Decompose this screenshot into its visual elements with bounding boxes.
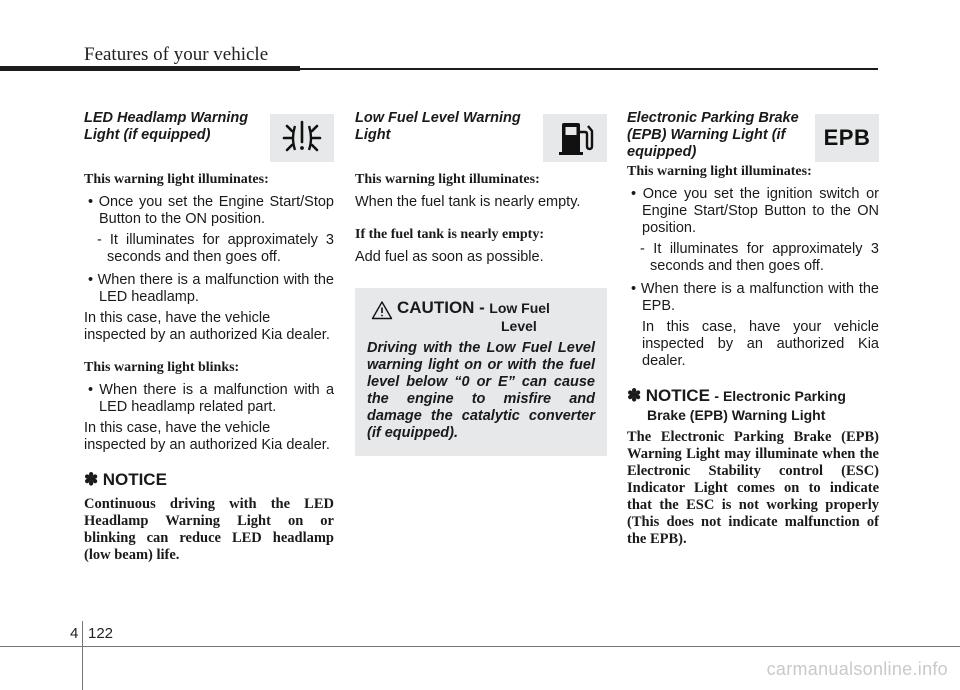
bullet-list — [84, 382, 334, 416]
notice-text: Continuous driving with the LED Headlamp Warning Light on or blinking can reduce LED headlamp (low beam) life. — [84, 496, 334, 563]
paragraph: In this case, have your vehicle inspected by an authorized Kia dealer. — [642, 319, 879, 369]
caution-subtitle-2: Level — [501, 318, 537, 334]
section-title: LED Headlamp Warning Light (if equipped) — [84, 110, 249, 143]
caution-word: CAUTION - — [397, 298, 485, 317]
bullet-list — [627, 281, 879, 315]
sub-item: - It illuminates for approximately 3 seconds and then goes off. — [97, 232, 334, 265]
notice-heading — [627, 386, 879, 423]
illuminates-label: This warning light illuminates: — [355, 172, 540, 187]
header-rule-thin — [300, 68, 878, 70]
notice-subtitle: - Electronic Parking — [714, 388, 846, 404]
notice-mark: ✽ — [84, 470, 99, 489]
caution-heading — [367, 298, 595, 334]
epb-warning-icon — [815, 114, 879, 162]
notice-text: The Electronic Parking Brake (EPB) Warning Light may illuminate when the Electronic Stability control (ESC) Indicator Light comes on to indicate that the ESC is not working properly (This does not indicate malfunction of the EPB). — [627, 429, 879, 547]
paragraph: In this case, have the vehicle inspected by an authorized Kia dealer. — [84, 310, 330, 343]
list-item: • When there is a malfunction with the LED headlamp. — [88, 272, 334, 305]
notice-mark: ✽ — [627, 386, 642, 405]
page-header-title: Features of your vehicle — [84, 44, 269, 65]
empty-label: If the fuel tank is nearly empty: — [355, 227, 544, 242]
section-heading — [355, 110, 607, 162]
bullet-list — [84, 272, 334, 306]
notice-title: NOTICE — [102, 470, 167, 489]
column-epb — [627, 110, 879, 548]
section-title: Low Fuel Level Warning Light — [355, 110, 521, 143]
column-led-headlamp — [84, 110, 334, 564]
notice-heading — [84, 470, 334, 490]
warning-triangle-icon — [371, 300, 393, 320]
section-title: Electronic Parking Brake (EPB) Warning Light (if equipped) — [627, 110, 799, 160]
watermark: carmanualsonline.info — [766, 659, 948, 679]
list-item: • When there is a malfunction with a LED headlamp related part. — [88, 382, 335, 415]
caution-subtitle: Low Fuel — [489, 300, 550, 316]
footer-divider-horizontal — [0, 646, 960, 647]
list-item: • When there is a malfunction with the EPB. — [631, 281, 879, 314]
epb-icon-text: EPB — [823, 125, 871, 150]
led-headlamp-warning-icon — [270, 114, 334, 162]
notice-subtitle-2: Brake (EPB) Warning Light — [647, 407, 826, 423]
bullet-list — [84, 194, 334, 228]
chapter-number: 4 — [70, 625, 79, 642]
paragraph: Add fuel as soon as possible. — [355, 249, 544, 265]
caution-box — [355, 288, 607, 456]
illuminates-label: This warning light illuminates: — [627, 164, 812, 179]
section-heading — [84, 110, 334, 162]
blinks-label: This warning light blinks: — [84, 360, 240, 375]
page-number: 122 — [88, 625, 114, 642]
notice-title: NOTICE — [645, 386, 710, 405]
header-rule-thick — [0, 66, 300, 71]
caution-text: Driving with the Low Fuel Level warning light on or with the fuel level below “0 or E” can cause the engine to misfire and damage the catalytic converter (if equipped). — [367, 340, 595, 441]
section-heading — [627, 110, 879, 162]
illuminates-label: This warning light illuminates: — [84, 172, 269, 187]
column-low-fuel — [355, 110, 607, 456]
footer-divider-vertical — [82, 621, 83, 690]
list-item: • Once you set the ignition switch or Engine Start/Stop Button to the ON position. — [631, 186, 879, 236]
paragraph: When the fuel tank is nearly empty. — [355, 194, 581, 210]
fuel-pump-icon — [543, 114, 607, 162]
paragraph: In this case, have the vehicle inspected by an authorized Kia dealer. — [84, 420, 330, 453]
list-item: • Once you set the Engine Start/Stop Button to the ON position. — [88, 194, 334, 227]
sub-item: - It illuminates for approximately 3 seconds and then goes off. — [640, 241, 879, 274]
bullet-list — [627, 186, 879, 237]
